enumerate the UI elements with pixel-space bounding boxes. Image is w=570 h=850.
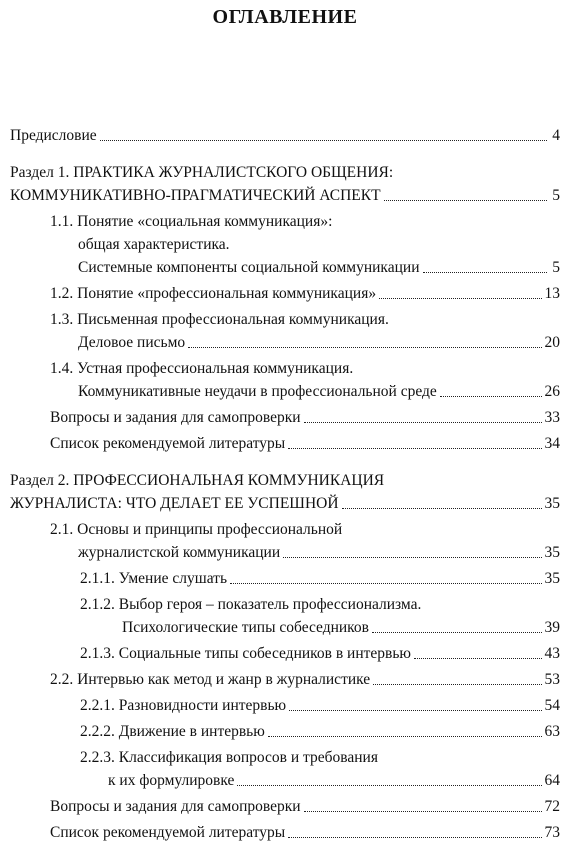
page-number: 43 (544, 645, 560, 662)
page-number: 13 (544, 285, 560, 302)
toc-entry-text: Вопросы и задания для самопроверки (50, 409, 301, 426)
toc-entry[interactable] (0, 432, 560, 455)
toc-entry-text: ЖУРНАЛИСТА: ЧТО ДЕЛАЕТ ЕЕ УСПЕШНОЙ (10, 495, 339, 512)
toc-entry-text: 2.2.1. Разновидности интервью (80, 697, 287, 714)
dot-leader (288, 448, 541, 449)
toc-entry-text: журналистской коммуникации (78, 544, 281, 561)
page-number: 34 (544, 435, 560, 452)
toc-entry-text: 1.2. Понятие «профессиональная коммуникация» (50, 285, 377, 302)
dot-leader (304, 422, 542, 423)
toc-entry[interactable] (0, 668, 560, 691)
toc-entry-text: 2.2.3. Классификация вопросов и требования (80, 749, 378, 766)
dot-leader (379, 298, 541, 299)
toc-entry[interactable] (0, 642, 560, 665)
toc-entry-text: Раздел 2. ПРОФЕССИОНАЛЬНАЯ КОММУНИКАЦИЯ (10, 472, 385, 489)
toc-entry-text: 2.1.2. Выбор героя – показатель профессионализма. (80, 596, 422, 613)
page-number: 54 (544, 697, 560, 714)
toc-entry[interactable] (0, 593, 560, 639)
dot-leader (423, 272, 548, 273)
dot-leader (283, 557, 541, 558)
toc-entry[interactable] (0, 469, 560, 515)
page-number: 33 (544, 409, 560, 426)
toc-entry[interactable] (0, 795, 560, 818)
table-of-contents (0, 124, 570, 844)
page-number: 73 (544, 824, 560, 841)
toc-entry-text: Коммуникативные неудачи в профессиональной среде (78, 383, 437, 400)
toc-entry-text: 1.3. Письменная профессиональная коммуникация. (50, 311, 389, 328)
toc-entry-text: 1.1. Понятие «социальная коммуникация»: (50, 213, 333, 230)
page-number: 20 (544, 334, 560, 351)
toc-entry-text: Список рекомендуемой литературы (50, 435, 286, 452)
toc-entry-text: Раздел 1. ПРАКТИКА ЖУРНАЛИСТСКОГО ОБЩЕНИЯ: (10, 164, 394, 181)
page-number: 35 (544, 570, 560, 587)
toc-entry-text: 2.2. Интервью как метод и жанр в журналистике (50, 671, 371, 688)
toc-entry-text: 2.2.2. Движение в интервью (80, 723, 265, 740)
toc-entry[interactable] (0, 518, 560, 564)
toc-entry-text: Вопросы и задания для самопроверки (50, 798, 301, 815)
dot-leader (268, 736, 542, 737)
dot-leader (289, 710, 541, 711)
toc-entry-text: Список рекомендуемой литературы (50, 824, 286, 841)
dot-leader (414, 658, 541, 659)
toc-entry[interactable] (0, 308, 560, 354)
page-number: 72 (544, 798, 560, 815)
toc-entry-text: Деловое письмо (78, 334, 186, 351)
page-number: 64 (544, 772, 560, 789)
toc-entry-text: общая характеристика. (78, 236, 230, 253)
toc-entry-text: Системные компоненты социальной коммуникации (78, 259, 420, 276)
toc-entry-text: КОММУНИКАТИВНО-ПРАГМАТИЧЕСКИЙ АСПЕКТ (10, 187, 381, 204)
dot-leader (230, 583, 541, 584)
page-number: 53 (544, 671, 560, 688)
page-number: 35 (544, 544, 560, 561)
toc-entry[interactable] (0, 406, 560, 429)
toc-entry[interactable] (0, 161, 560, 207)
toc-entry[interactable] (0, 210, 560, 279)
dot-leader (304, 811, 542, 812)
page-number: 63 (544, 723, 560, 740)
toc-entry-text: 2.1.1. Умение слушать (80, 570, 228, 587)
toc-entry[interactable] (0, 821, 560, 844)
toc-entry[interactable] (0, 357, 560, 403)
dot-leader (237, 785, 541, 786)
dot-leader (288, 837, 541, 838)
dot-leader (440, 396, 542, 397)
toc-entry[interactable] (0, 282, 560, 305)
dot-leader (100, 140, 547, 141)
page-number: 26 (544, 383, 560, 400)
dot-leader (373, 684, 541, 685)
dot-leader (384, 200, 547, 201)
toc-entry-text: Предисловие (10, 127, 97, 144)
toc-entry[interactable] (0, 746, 560, 792)
toc-entry-text: к их формулировке (108, 772, 235, 789)
dot-leader (372, 632, 542, 633)
page-title: ОГЛАВЛЕНИЕ (212, 6, 358, 28)
page-number: 5 (552, 259, 560, 276)
dot-leader (188, 347, 541, 348)
toc-entry[interactable] (0, 720, 560, 743)
toc-entry-text: 1.4. Устная профессиональная коммуникация. (50, 360, 354, 377)
dot-leader (342, 508, 542, 509)
page-number: 4 (552, 127, 560, 144)
toc-entry[interactable] (0, 124, 560, 147)
toc-entry[interactable] (0, 694, 560, 717)
toc-entry[interactable] (0, 567, 560, 590)
toc-entry-text: 2.1. Основы и принципы профессиональной (50, 521, 343, 538)
page-number: 35 (544, 495, 560, 512)
toc-entry-text: Психологические типы собеседников (122, 619, 369, 636)
toc-entry-text: 2.1.3. Социальные типы собеседников в интервью (80, 645, 412, 662)
page-number: 39 (544, 619, 560, 636)
page-number: 5 (552, 187, 560, 204)
